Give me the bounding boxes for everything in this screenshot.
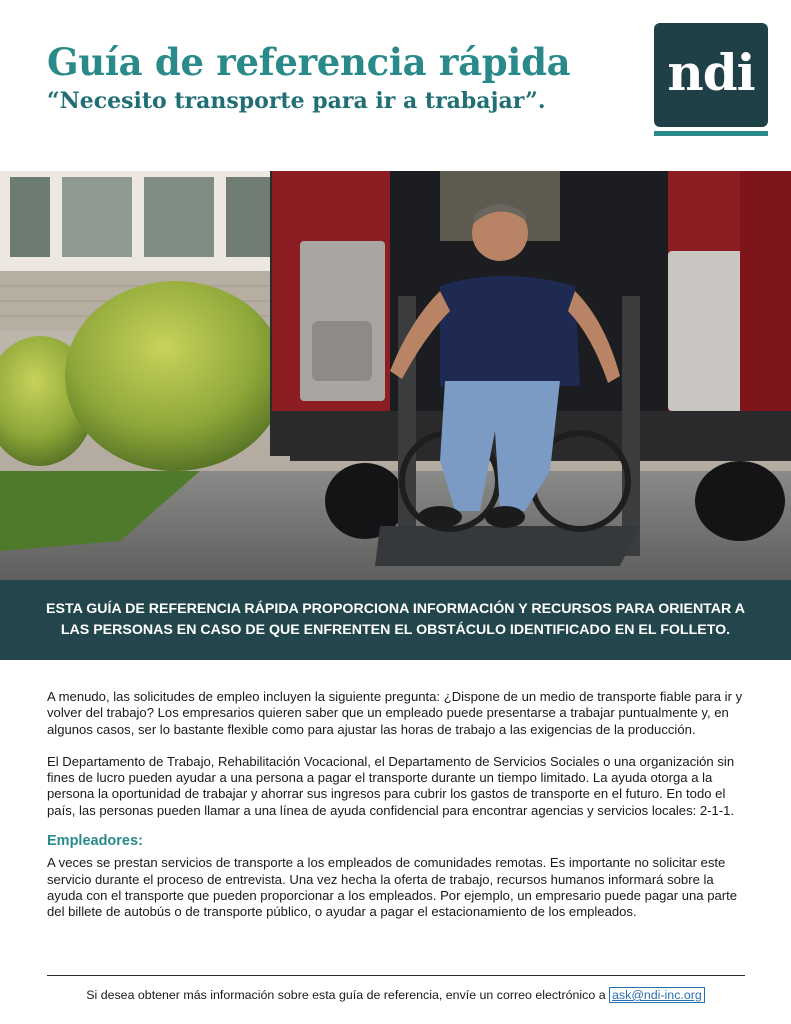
logo-text: ndi xyxy=(667,42,755,102)
footer-text: Si desea obtener más información sobre esta guía de referencia, envíe un correo electrónico a xyxy=(86,988,610,1002)
page-title: Guía de referencia rápida xyxy=(47,40,571,84)
ndi-logo xyxy=(654,23,768,127)
paragraph-intro: A menudo, las solicitudes de empleo incluyen la siguiente pregunta: ¿Dispone de un medio de transporte fiable para ir y volver del trabajo? Los empresarios quieren saber que un empleado puede presentarse a trabajar puntualmente y, en algunos casos, ser lo bastante flexible como para ajustar las horas de trabajo a las exigencias de la producción. xyxy=(47,689,743,737)
intro-banner: ESTA GUÍA DE REFERENCIA RÁPIDA PROPORCIONA INFORMACIÓN Y RECURSOS PARA ORIENTAR A LAS PERSONAS EN CASO DE QUE ENFRENTEN EL OBSTÁCULO IDENTIFICADO EN EL FOLLETO. xyxy=(0,580,791,660)
footer-divider xyxy=(47,975,745,976)
paragraph-assistance: El Departamento de Trabajo, Rehabilitación Vocacional, el Departamento de Servicios Sociales o una organización sin fines de lucro pueden ayudar a una persona a pagar el transporte durante un tiempo limitado. La ayuda otorga a la persona la oportunidad de trabajar y ahorrar sus ingresos para cubrir los gastos de transporte en el futuro. En todo el país, las personas pueden llamar a una línea de ayuda confidencial para encontrar agencias y servicios locales: 2-1-1. xyxy=(47,753,735,818)
main-content xyxy=(47,689,747,937)
paragraph-employers: A veces se prestan servicios de transporte a los empleados de comunidades remotas. Es importante no solicitar este servicio durante el proceso de entrevista. Una vez hecha la oferta de trabajo, recursos humanos informará sobre la ayuda con el transporte que pueden proporcionar a los empleados. Por ejemplo, un empresario puede pagar una parte del billete de autobús o de transporte público, o ayudar a pagar el estacionamiento de los empleados. xyxy=(47,855,738,920)
page-subtitle: “Necesito transporte para ir a trabajar”. xyxy=(47,88,546,114)
photo-wheelchair-lift-van xyxy=(0,171,791,580)
footer-email-link[interactable]: ask@ndi-inc.org xyxy=(609,987,705,1003)
hero-photo xyxy=(0,171,791,580)
footer xyxy=(0,988,791,1002)
logo-underline xyxy=(654,131,768,136)
section-heading-employers: Empleadores: xyxy=(47,833,143,850)
